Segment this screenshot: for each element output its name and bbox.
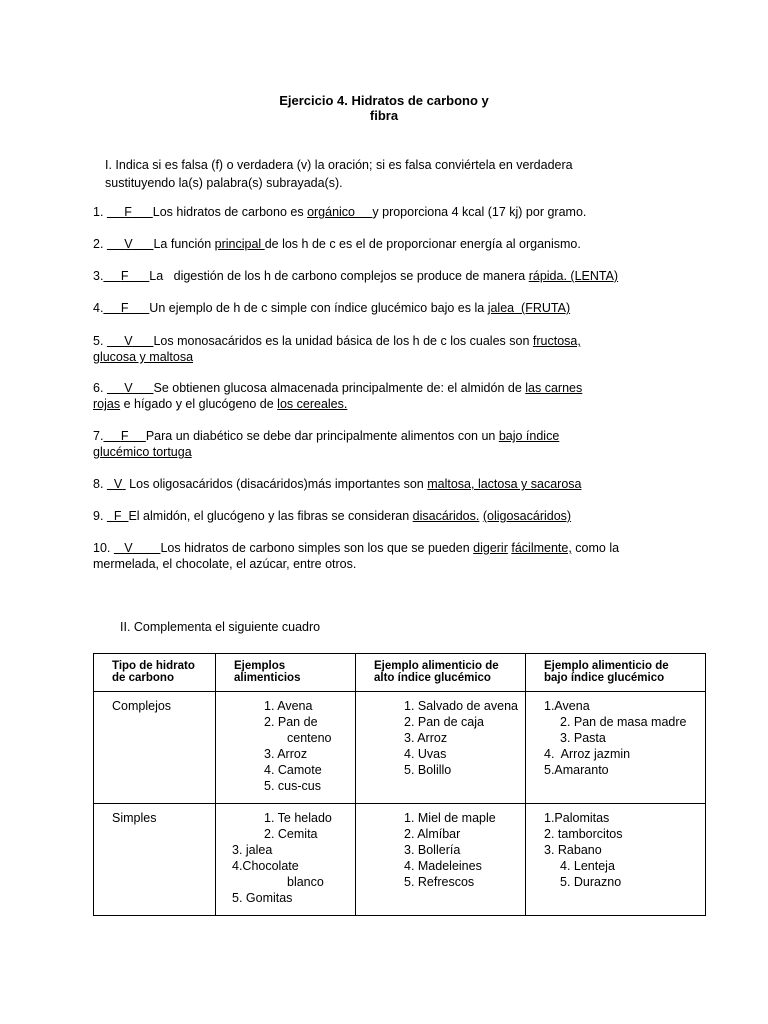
instruction-line-1: I. Indica si es falsa (f) o verdadera (v) la oración; si es falsa conviértela en verdadera (105, 158, 573, 172)
header-examples: Ejemplos alimenticios (216, 654, 356, 692)
list-item: blanco (287, 875, 324, 889)
answer-blank[interactable] (107, 381, 154, 395)
question-item (93, 236, 673, 252)
list-item: centeno (287, 731, 332, 745)
underlined-word: orgánico (307, 205, 356, 219)
list-item: 3. Arroz (404, 731, 448, 745)
list-item: 2. Pan de masa madre (560, 715, 687, 729)
list-item: 4. Camote (264, 763, 322, 777)
underlined-word: fructosa, (532, 334, 581, 348)
list-item: 1. Salvado de avena (404, 699, 518, 713)
question-item (93, 300, 673, 316)
underlined-word: rápida. (LENTA) (528, 269, 619, 283)
page-title (0, 93, 768, 123)
item-text: El almidón, el glucógeno y las fibras se consideran (128, 509, 413, 523)
cell-high-gi (356, 692, 526, 804)
cell-type: Simples (94, 804, 216, 916)
list-item: 2. Pan de (264, 715, 318, 729)
item-text: Los oligosacáridos (disacáridos)más importantes son (125, 477, 428, 491)
list-item: 5. Durazno (560, 875, 622, 889)
answer-blank[interactable] (107, 334, 154, 348)
list-item: 1. Te helado (264, 811, 332, 825)
header-high-gi: Ejemplo alimenticio de alto índice glucémico (356, 654, 526, 692)
item-number: 3. (93, 269, 104, 283)
question-item (93, 428, 673, 460)
answer-blank[interactable] (114, 541, 161, 555)
list-item: 2. Almíbar (404, 827, 461, 841)
underlined-word: disacáridos. (412, 509, 480, 523)
answer-value: V (124, 381, 133, 395)
answer-value: F (113, 509, 122, 523)
list-item: 4. Arroz jazmin (544, 747, 631, 761)
item-text: y proporciona 4 kcal (17 kj) por gramo. (372, 205, 587, 219)
list-item: 5. Bolillo (404, 763, 452, 777)
answer-value: V (124, 541, 133, 555)
underlined-word: maltosa, lactosa y sacarosa (427, 477, 582, 491)
item-text: Se obtienen glucosa almacenada principalmente de: el almidón de (153, 381, 526, 395)
underlined-word: los cereales. (277, 397, 348, 411)
item-number: 9. (93, 509, 104, 523)
section-2-title: II. Complementa el siguiente cuadro (120, 620, 321, 634)
underlined-word: principal (214, 237, 265, 251)
correction-blank[interactable] (355, 205, 372, 219)
table-header-row (94, 654, 706, 692)
cell-type: Complejos (94, 692, 216, 804)
answer-value: F (124, 205, 132, 219)
item-number: 5. (93, 334, 104, 348)
item-text: de los h de c es el de proporcionar energía al organismo. (264, 237, 581, 251)
item-number: 6. (93, 381, 104, 395)
list-item: 3. Pasta (560, 731, 606, 745)
item-text: como la (571, 541, 620, 555)
question-item (93, 540, 673, 572)
list-item: 1.Palomitas (544, 811, 610, 825)
underlined-word: jalea (FRUTA) (487, 301, 571, 315)
item-text: Los hidratos de carbono es (152, 205, 308, 219)
list-item: 2. Pan de caja (404, 715, 484, 729)
list-item: 1. Miel de maple (404, 811, 496, 825)
list-item: 2. tamborcitos (544, 827, 623, 841)
question-item (93, 268, 673, 284)
item-text: e hígado y el glucógeno de (120, 397, 278, 411)
list-item: 3. Arroz (264, 747, 308, 761)
underlined-word: (oligosacáridos) (482, 509, 572, 523)
item-text: La digestión de los h de carbono complejos se produce de manera (149, 269, 529, 283)
list-item: 2. Cemita (264, 827, 318, 841)
cell-examples (216, 804, 356, 916)
list-item: 4.Chocolate (232, 859, 299, 873)
header-low-gi: Ejemplo alimenticio de bajo índice glucémico (526, 654, 706, 692)
answer-value: F (120, 301, 129, 315)
item-number: 10. (93, 541, 111, 555)
list-item: 1.Avena (544, 699, 590, 713)
underlined-word: glucosa y maltosa (93, 350, 194, 364)
underlined-word: rojas (93, 397, 121, 411)
item-text: Los hidratos de carbono simples son los que se pueden (160, 541, 474, 555)
header-type: Tipo de hidrato de carbono (94, 654, 216, 692)
item-number: 8. (93, 477, 104, 491)
table-row (94, 804, 706, 916)
list-item: 3. jalea (232, 843, 273, 857)
title-line-2: fibra (369, 108, 399, 123)
item-number: 2. (93, 237, 104, 251)
item-number: 4. (93, 301, 104, 315)
section-1-instruction (105, 156, 705, 192)
question-item (93, 380, 673, 412)
cell-low-gi (526, 692, 706, 804)
item-text: Para un diabético se debe dar principalmente alimentos con un (145, 429, 499, 443)
answer-blank[interactable] (107, 237, 154, 251)
answer-blank[interactable] (103, 301, 149, 315)
table-row (94, 692, 706, 804)
list-item: 1. Avena (264, 699, 313, 713)
answer-blank[interactable] (103, 269, 149, 283)
answer-value: F (120, 429, 129, 443)
answer-blank[interactable] (107, 477, 126, 491)
underlined-word: las carnes (525, 381, 583, 395)
answer-blank[interactable] (103, 429, 145, 443)
underlined-word: bajo índice (498, 429, 560, 443)
instruction-line-2: sustituyendo la(s) palabra(s) subrayada(s). (105, 176, 343, 190)
answer-blank[interactable] (107, 509, 129, 523)
question-item (93, 204, 673, 220)
item-text: mermelada, el chocolate, el azúcar, entre otros. (93, 557, 357, 571)
question-item (93, 476, 673, 492)
list-item: 5. cus-cus (264, 779, 321, 793)
list-item: 5.Amaranto (544, 763, 609, 777)
cell-examples (216, 692, 356, 804)
list-item: 5. Gomitas (232, 891, 293, 905)
cell-high-gi (356, 804, 526, 916)
question-item (93, 333, 673, 365)
answer-value: V (124, 334, 133, 348)
item-number: 1. (93, 205, 104, 219)
underlined-word: glucémico tortuga (93, 445, 192, 459)
item-text: Un ejemplo de h de c simple con índice glucémico bajo es la (149, 301, 488, 315)
answer-value: V (113, 477, 123, 491)
answer-blank[interactable] (107, 205, 153, 219)
underlined-word: fácilmente, (511, 541, 572, 555)
list-item: 3. Bollería (404, 843, 461, 857)
question-item (93, 508, 673, 524)
list-item: 4. Madeleines (404, 859, 482, 873)
item-text: Los monosacáridos es la unidad básica de los h de c los cuales son (153, 334, 533, 348)
carbohydrate-table (93, 653, 706, 916)
list-item: 3. Rabano (544, 843, 602, 857)
item-text: La función (153, 237, 215, 251)
cell-low-gi (526, 804, 706, 916)
list-item: 4. Lenteja (560, 859, 615, 873)
underlined-word: digerir (473, 541, 508, 555)
list-item: 4. Uvas (404, 747, 447, 761)
list-item: 5. Refrescos (404, 875, 475, 889)
answer-value: F (120, 269, 129, 283)
answer-value: V (124, 237, 133, 251)
item-number: 7. (93, 429, 104, 443)
title-line-1: Ejercicio 4. Hidratos de carbono y (279, 93, 489, 108)
